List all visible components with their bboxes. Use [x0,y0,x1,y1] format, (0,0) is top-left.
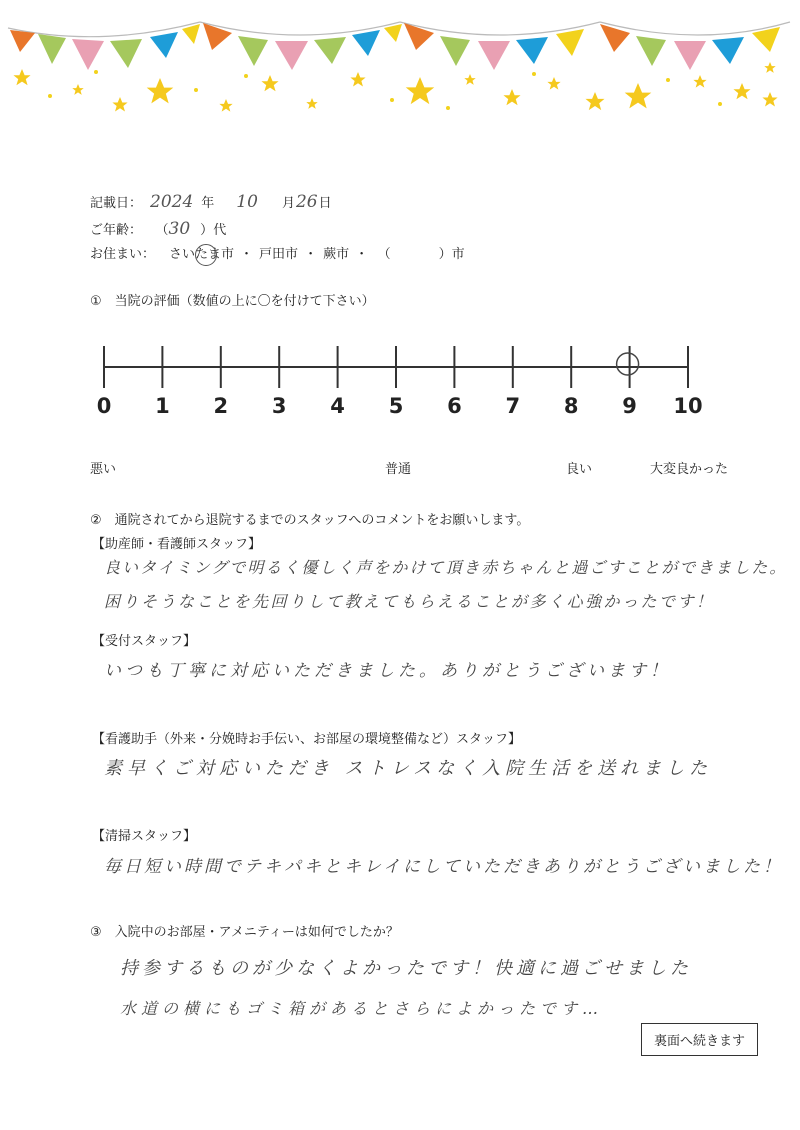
age-value: 30 [168,219,191,239]
selected-rating-circle [617,353,639,375]
month-unit: 月 [281,196,295,211]
tick-label-3: 3 [271,394,287,418]
comment-midwife-line-2: 困りそうなことを先回りして教えてもらえることが多く心強かったです！ [104,592,715,611]
tick-label-0: 0 [96,394,112,418]
comment-midwife-line-1: 良いタイミングで明るく優しく声をかけて頂き赤ちゃんと過ごすことができました。 [104,558,788,577]
section-label-assistant: 【看護助手（外来・分娩時お手伝い、お部屋の環境整備など）スタッフ】 [92,732,522,747]
separator-1: ・ [240,247,254,262]
year-value: 2024 [150,192,194,212]
comment-cleaning-line-1: 毎日短い時間でテキパキとキレイにしていただきありがとうございました！ [104,857,783,877]
city-saitama: さいたま市 [169,247,234,262]
city-toda: 戸田市 [259,247,299,262]
rating-scale [0,330,800,440]
bunting-flags [10,23,780,70]
confetti-dots [48,70,722,110]
star-decorations [13,62,777,112]
separator-3: ・ [355,247,369,262]
month-value: 10 [236,192,258,212]
section-label-cleaning: 【清掃スタッフ】 [92,829,197,844]
year-unit: 年 [201,196,215,211]
tick-label-6: 6 [447,394,462,418]
amenity-heading: ③ 入院中のお部屋・アメニティーは如何でしたか？ [90,925,399,940]
amenity-comment-line-1: 持参するものが少なくよかったです！快適に過ごせました [120,958,692,979]
rating-heading: ① 当院の評価（数値の上に〇を付けて下さい） [90,294,375,309]
descriptor-very-good: 大変良かった [650,462,729,477]
residence-label: お住まい： [90,247,156,262]
age-row [90,219,226,239]
tick-label-7: 7 [505,394,521,418]
staff-comments-heading: ② 通院されてから退院するまでのスタッフへのコメントをお願いします。 [90,513,530,528]
date-label: 記載日： [90,196,143,211]
age-label: ご年齢： [90,223,143,238]
tick-label-2: 2 [213,394,229,418]
day-value: 26 [295,192,318,212]
date-row [90,192,332,212]
selected-city-circle [195,244,217,266]
age-open: （ [162,223,169,238]
day-unit: 日 [318,196,332,211]
section-label-midwife: 【助産師・看護師スタッフ】 [92,537,262,552]
descriptor-normal: 普通 [385,462,412,477]
amenity-comment-line-2: 水道の横にもゴミ箱があるとさらによかったです… [120,999,604,1018]
tick-label-5: 5 [388,394,404,418]
residence-row [90,243,465,262]
tick-label-10: 10 [673,394,703,418]
descriptor-good: 良い [566,462,593,477]
comment-reception-line-1: いつも丁寧に対応いただきました。ありがとうございます！ [104,661,671,681]
descriptor-bad: 悪い [90,462,117,477]
continue-note-box: 裏面へ続きます [641,1023,758,1056]
tick-label-8: 8 [563,394,579,418]
age-close: ） [200,223,214,238]
tick-label-4: 4 [330,394,345,418]
tick-label-1: 1 [155,394,170,418]
section-label-reception: 【受付スタッフ】 [92,634,197,649]
comment-assistant-line-1: 素早くご対応いただき ストレスなく入院生活を送れました [104,758,713,779]
separator-2: ・ [304,247,318,262]
tick-label-9: 9 [622,394,637,418]
city-warabi: 蕨市 [323,247,350,262]
city-other-close: ）市 [438,247,465,262]
bunting-banner [0,0,800,125]
city-other-open: （ [384,247,391,262]
age-unit: 代 [213,223,227,238]
